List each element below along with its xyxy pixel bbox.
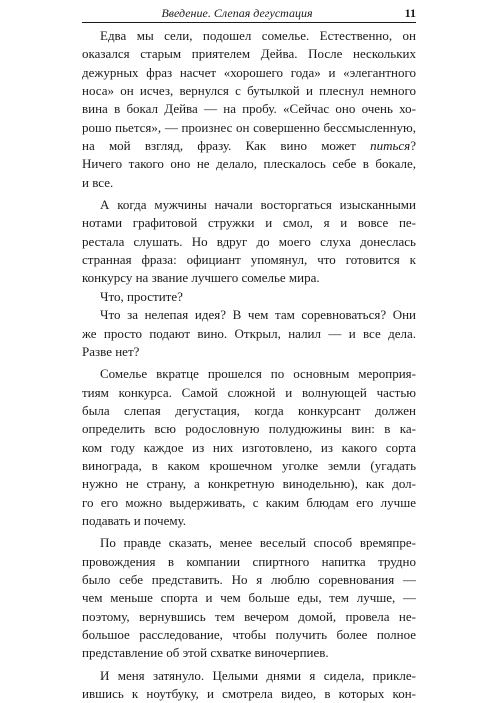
paragraph-6 — [82, 534, 416, 662]
paragraph-3 — [82, 288, 416, 306]
text-line: винограда, в каком крошечном уголке земли (угадать — [82, 457, 416, 473]
page-body — [82, 27, 416, 703]
text-line: Разве нет? — [82, 343, 140, 359]
text-line: большое расследование, чтобы получить более полное — [82, 627, 416, 642]
text-line: конкурсу на звание лучшего сомелье мира. — [82, 270, 320, 286]
text-line: нужно не страну, а конкретную винодельню), как дол- — [82, 476, 416, 492]
text-line: Что, простите? — [100, 288, 183, 304]
text-line: ившись к ноутбуку, и смотрела видео, в которых кон- — [82, 686, 416, 702]
text-line: Что за нелепая идея? В чем там соревноваться? Они — [100, 307, 416, 323]
text-line: рошо пьется», — произнес он совершенно бессмысленную, — [82, 119, 416, 135]
text-line: И меня затянуло. Целыми днями я сидела, прикле- — [100, 667, 416, 683]
text-line: Ничего такого оно не делало, плескалось себе в бокале, — [82, 156, 416, 172]
page-number: 11 — [404, 6, 416, 20]
paragraph-5 — [82, 365, 416, 530]
text-line: было себе представить. Но я люблю соревнования — — [82, 571, 416, 587]
text-line: рестала слушать. Но вдруг до моего слуха донеслась — [82, 233, 416, 249]
text-line: на мой взгляд, фразу. Как вино может питься? — [82, 138, 416, 154]
text-line: По правде сказать, менее веселый способ времяпре- — [100, 535, 416, 551]
text-line: нотами графитовой стружки и смол, я и вовсе пе- — [82, 215, 416, 231]
paragraph-1 — [82, 27, 416, 192]
text-line: вина в бокал Дейва — на пробу. «Сейчас оно очень хо- — [82, 101, 416, 117]
text-line: чем меньше спорта и чем больше еды, тем лучше, — — [82, 590, 416, 606]
paragraph-4 — [82, 306, 416, 361]
text-line: определить всю родословную полудюжины вин: в ка- — [82, 421, 416, 437]
text-line: провождения в компании спиртного напитка трудно — [82, 553, 416, 569]
italic-word: питься — [370, 138, 411, 154]
text-line: Сомелье вкратце прошелся по основным мероприя- — [100, 366, 416, 382]
text-line: А когда мужчины начали восторгаться изысканными — [100, 197, 416, 213]
text-line: оказался старым приятелем Дейва. После нескольких — [82, 46, 416, 62]
running-header — [82, 6, 416, 23]
text-line: дежурных фраз насчет «хорошего года» и «элегантного — [82, 64, 416, 80]
book-page — [82, 6, 416, 702]
paragraph-7 — [82, 667, 416, 703]
text-line: поэтому, вернувшись тем вечером домой, провела не- — [82, 608, 416, 624]
text-line: была слепая дегустация, когда конкурсант должен — [82, 402, 416, 418]
text-line: представление об этой схватке виночерпиев. — [82, 645, 329, 661]
paragraph-2 — [82, 196, 416, 288]
text-line: и все. — [82, 174, 114, 190]
chapter-title: Введение. Слепая дегустация — [161, 6, 313, 20]
text-line: Едва мы сели, подошел сомелье. Естественно, он — [100, 28, 416, 43]
text-line: ком году каждое из них изготовлено, из какого сорта — [82, 439, 416, 455]
text-line: же просто подают вино. Открыл, налил — и все дела. — [82, 325, 416, 341]
text-line: тиям конкурса. Самой сложной и волнующей частью — [82, 384, 416, 400]
text-line: го его можно выдерживать, с каким блюдам его лучше — [82, 494, 416, 510]
text-line: странная фраза: официант упомянул, что готовится к — [82, 252, 416, 268]
text-line: подавать и почему. — [82, 512, 187, 528]
text-line: носа» он исчез, вернулся с бутылкой и плеснул немного — [82, 83, 416, 99]
